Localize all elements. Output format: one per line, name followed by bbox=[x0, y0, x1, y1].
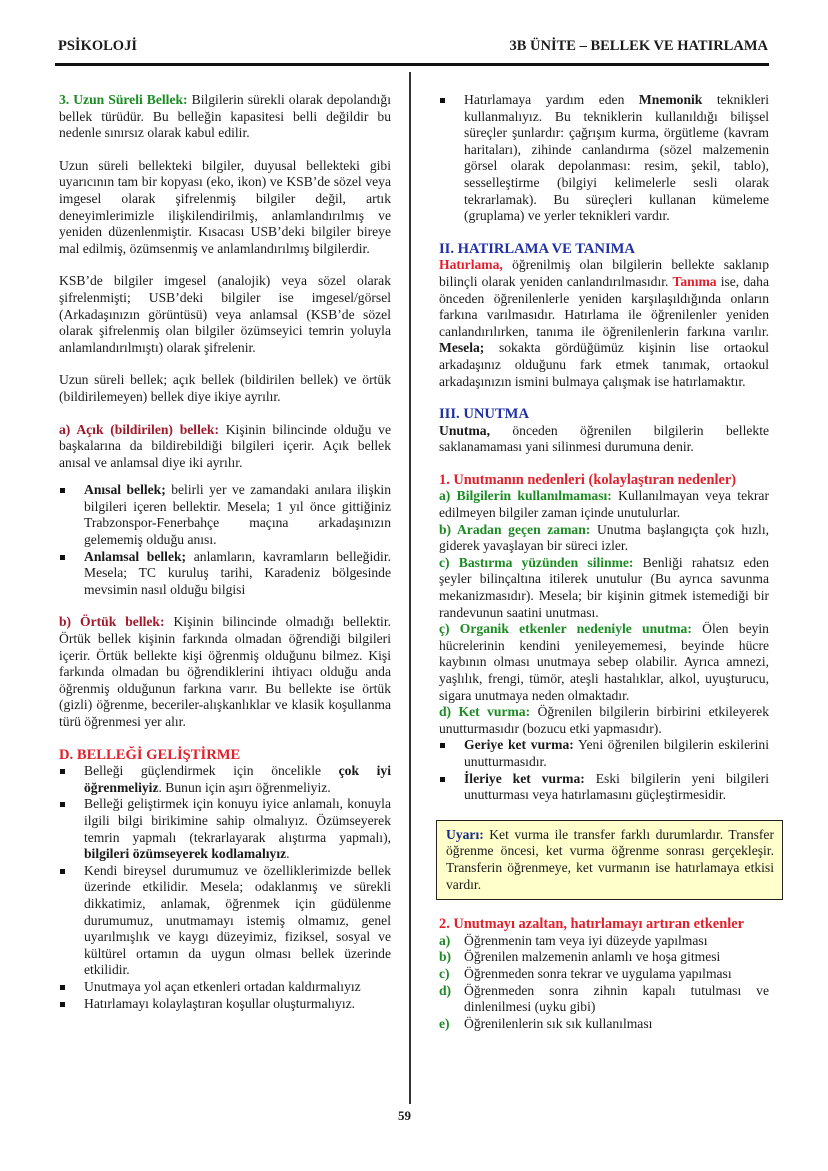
warning-box bbox=[436, 820, 783, 900]
cause-text: Ölen beyin hücrelerinin kendini yenileyememesi, beyinde hücre kaybının olması unutmaya sebep olabilir. Ayrıca amnezi, yaşlılık, frengi, tümör, ateşli hastalıklar, alkol, uyuşturucu, sigara unutmaya neden olmaktadır. bbox=[439, 621, 769, 703]
item-text: Hatırlamaya yardım eden bbox=[464, 92, 639, 107]
cause-text: Benliği rahatsız eden şeyler bilinçaltına itilerek unutulur (Bu ayrıca savunma mekanizmasıdır). Mesela; bir kişinin gitmek istemediği bir randevunun saatini unutması. bbox=[439, 554, 769, 620]
list-item bbox=[439, 771, 769, 804]
section-d-title: D. BELLEĞİ GELİŞTİRME bbox=[59, 746, 241, 763]
list-marker: e) bbox=[439, 1015, 450, 1031]
cause-text: Kullanılmayan veya tekrar edilmeyen bilgiler zaman içinde unutulurlar. bbox=[439, 488, 769, 521]
paragraph-text: öğrenilmiş olan bilgilerin bellekte saklanıp bilinçli olarak yeniden canlandırılmasıdır. bbox=[439, 257, 769, 289]
list-item bbox=[59, 763, 391, 796]
list-item bbox=[439, 92, 769, 225]
mnemonic-list bbox=[439, 92, 769, 225]
item-text: Öğrenilen malzemenin anlamlı ve hoşa gitmesi bbox=[464, 949, 721, 965]
list-item bbox=[439, 983, 769, 1016]
cause-heading: c) Bastırma yüzünden silinme: bbox=[439, 554, 634, 570]
paragraph-text: önceden öğrenilen bilgilerin bellekte saklanamaması yani silinmesi durumuna denir. bbox=[439, 422, 769, 455]
item-text: Kendi bireysel durumumuz ve özelliklerimizde bellek üzerinde etkilidir. Mesela; odaklanmış ve sürekli dikkatimiz, anlamak, öğrenmek için güdülenme durumumuz, unutmamayı istemiş olmamız, genel uyarılmışlık ve kaygı düzeyimiz, fiziksel, sosyal ve kültürel ortamın da uygun olması bellek üzerinde etkilidir. bbox=[84, 862, 391, 978]
warning-text-block bbox=[446, 827, 774, 893]
page-number: 59 bbox=[398, 1108, 411, 1123]
forgetting-term: Unutma, bbox=[439, 422, 490, 438]
cause-text: Unutma başlangıçta çok hızlı, giderek yavaşlayan bir süreci izler. bbox=[439, 521, 769, 554]
item-heading: Anısal bellek; bbox=[84, 482, 166, 498]
list-marker: b) bbox=[439, 949, 452, 965]
list-item bbox=[439, 966, 769, 983]
item-text: Belleği güçlendirmek için öncelikle bbox=[84, 763, 339, 779]
item-text: Unutmaya yol açan etkenleri ortadan kaldırmalıyız bbox=[84, 978, 361, 994]
recognition-term: Tanıma bbox=[672, 273, 717, 289]
list-item bbox=[59, 979, 391, 996]
section-d-list bbox=[59, 763, 391, 1012]
list-marker: c) bbox=[439, 965, 450, 981]
warning-text: Ket vurma ile transfer farklı durumlardır. Transfer öğrenme öncesi, ket vurma öğrenme sonrası gerçekleşir. Transferin öğrenmeye, ket vurmanın ise hatırlamaya etkisi vardır. bbox=[446, 826, 774, 892]
item-heading: Geriye ket vurma: bbox=[464, 737, 574, 753]
item-text: anlamların, kavramların belleğidir. Mesela; TC kuruluş tarihi, Karadeniz bölgesinde mevsimin nasıl olduğu bilgisi bbox=[84, 548, 391, 597]
warning-label: Uyarı: bbox=[446, 826, 484, 842]
header-rule bbox=[55, 63, 769, 66]
item-bold: çok iyi öğrenmeliyiz bbox=[84, 763, 391, 795]
implicit-memory-paragraph bbox=[59, 614, 391, 730]
paragraph-text: Bilgilerin sürekli olarak depolandığı bellek türüdür. Bu belleğin kapasitesi belli değildir bu nedenle sınırsız olarak kabul edilir. bbox=[59, 92, 391, 141]
right-column bbox=[439, 92, 774, 1032]
paragraph-text: Kişinin bilincinde olmadığı bellektir. Örtük bellek kişinin farkında olmadan öğrendiği bilgileri içerir. Örtük bellekte kişi öğrenmiş olduğunu bilmez. Kişi farkında olmadan bu öğrendiklerini ihtiyacı olduğu anda öğrenmiş olduğunun farkına varır. Bu bellekte ise örtük (gizli) öğrenme, beceriler-alışkanlıklar ve klasik koşullanma türü öğrenmesi yer alır. bbox=[59, 614, 391, 729]
implicit-memory-heading: b) Örtük bellek: bbox=[59, 614, 165, 630]
list-item bbox=[59, 863, 391, 979]
page-header bbox=[58, 38, 768, 60]
paragraph-text: sokakta gördüğümüz kişinin lise ortaokul arkadaşınız olduğunu fark etmek tanımak, ortaokul arkadaşınızın ismini bulmaya çalışmak ise hatırlamaktır. bbox=[439, 340, 769, 389]
header-unit-title: 3B ÜNİTE – BELLEK VE HATIRLAMA bbox=[509, 38, 768, 54]
list-item bbox=[439, 737, 769, 770]
item-bold: bilgileri özümseyerek kodlamalıyız bbox=[84, 846, 287, 862]
forgetting-definition bbox=[439, 423, 769, 456]
header-subject: PSİKOLOJİ bbox=[58, 38, 137, 54]
item-heading: Anlamsal bellek; bbox=[84, 548, 187, 564]
recall-recognition-paragraph bbox=[439, 257, 769, 390]
item-text: Öğrenmenin tam veya iyi düzeyde yapılması bbox=[464, 932, 708, 948]
item-text: Hatırlamayı kolaylaştıran koşullar oluşturmalıyız. bbox=[84, 995, 356, 1011]
reducers-title: 2. Unutmayı azaltan, hatırlamayı artıran etkenler bbox=[439, 916, 744, 933]
cause-heading: a) Bilgilerin kullanılmaması: bbox=[439, 488, 612, 504]
item-text: belirli yer ve zamandaki anılara ilişkin bilgileri içeren bellektir. Mesela; 1 yıl önce gittiğiniz Trabzonspor-Fenerbahçe maçına arkadaşınızın gelememiş olduğu anısı. bbox=[84, 482, 391, 548]
item-text: Öğrenilenlerin sık sık kullanılması bbox=[464, 1015, 653, 1031]
item-text: Öğrenmeden sonra zihnin kapalı tutulması ve dinlenilmesi (uyku gibi) bbox=[464, 982, 769, 1015]
cause-item bbox=[439, 621, 769, 704]
paragraph: Uzun süreli bellekteki bilgiler, duyusal bellekteki gibi uyarıcının tam bir kopyası (eko, ikon) ve KSB’de sözel veya imgesel olarak şifrelenmiş bilgiler değil, artık deneyimlerimizle ilişkilendirilmiş, anlamlandırılmış ve yeniden düzenlenmiştir. Kısacası USB’deki bilgiler bireye mal edilmiş, özümsenmiş ve anlamlandırılmış bilgilerdir. bbox=[59, 157, 391, 256]
item-text: Yeni öğrenilen bilgilerin eskilerini unutturmasıdır. bbox=[464, 737, 769, 769]
paragraph-text: ise, daha önceden öğrenilenlerle yeniden karşılaşıldığında onların farkına varılmasıdır. Hatırlama ile öğrenilenler yeniden canlandırılırken, tanıma ile öğrenilenlerin farkına varılır. bbox=[439, 273, 769, 339]
list-item bbox=[439, 933, 769, 950]
list-item bbox=[59, 549, 391, 599]
cause-heading: ç) Organik etkenler nedeniyle unutma: bbox=[439, 621, 692, 637]
item-text: . Bunun için aşırı öğrenmeliyiz. bbox=[158, 779, 331, 795]
explicit-memory-paragraph bbox=[59, 422, 391, 472]
list-item bbox=[59, 796, 391, 862]
section-iii-title: III. UNUTMA bbox=[439, 406, 529, 423]
list-item bbox=[59, 482, 391, 548]
example-label: Mesela; bbox=[439, 340, 485, 356]
column-divider bbox=[409, 72, 411, 1104]
explicit-memory-heading: a) Açık (bildirilen) bellek: bbox=[59, 421, 219, 437]
cause-item bbox=[439, 555, 769, 621]
list-marker: a) bbox=[439, 932, 451, 948]
forgetting-causes-title: 1. Unutmanın nedenleri (kolaylaştıran nedenler) bbox=[439, 471, 737, 488]
item-text: . bbox=[286, 846, 290, 862]
long-term-memory-heading: 3. Uzun Süreli Bellek: bbox=[59, 92, 188, 107]
left-column bbox=[59, 92, 391, 1012]
list-marker: d) bbox=[439, 982, 452, 998]
item-heading: İleriye ket vurma: bbox=[464, 770, 585, 786]
item-text: Öğrenmeden sonra tekrar ve uygulama yapılması bbox=[464, 965, 732, 981]
section-ii-title: II. HATIRLAMA VE TANIMA bbox=[439, 240, 635, 257]
list-item bbox=[59, 996, 391, 1013]
item-bold: Mnemonik bbox=[638, 92, 703, 107]
item-text: Belleği geliştirmek için konuyu iyice anlamalı, konuyla ilgili bilgi birikimine sahip olmalıyız. Özümseyerek temrin yapmalı (tekrarlayarak alıştırma yapmalı), bbox=[84, 796, 391, 845]
recall-term: Hatırlama, bbox=[439, 257, 503, 273]
interference-list bbox=[439, 737, 769, 803]
cause-heading: d) Ket vurma: bbox=[439, 704, 531, 720]
paragraph-text: Kişinin bilincinde olduğu ve başkalarına da bildirebildiği bilgileri içerir. Açık bellek anısal ve anlamsal diye iki ayrılır. bbox=[59, 421, 391, 470]
explicit-memory-list bbox=[59, 482, 391, 598]
cause-heading: b) Aradan geçen zaman: bbox=[439, 521, 591, 537]
list-item bbox=[439, 949, 769, 966]
item-text: Eski bilgilerin yeni bilgileri unutturması veya hatırlamasını güçleştirmesidir. bbox=[464, 770, 769, 803]
reducers-list bbox=[439, 933, 769, 1033]
cause-item bbox=[439, 704, 769, 737]
cause-item bbox=[439, 522, 769, 555]
paragraph: Uzun süreli bellek; açık bellek (bildirilen bellek) ve örtük (bildirilemeyen) bellek diye ikiye ayrılır. bbox=[59, 372, 391, 404]
cause-item bbox=[439, 488, 769, 521]
cause-text: Öğrenilen bilgilerin birbirini etkileyerek unutturmasıdır (bozucu etki yapmasıdır). bbox=[439, 704, 770, 736]
paragraph: KSB’de bilgiler imgesel (analojik) veya sözel olarak şifrelenmişti; USB’deki bilgiler ise imgesel/görsel (Arkadaşınızın görüntüsü) veya anlamsal (KSB’de sözel olarak şifrelenmiş olan bilgiler özümseyici temrin yoluyla anlamlandırılmıştı) olarak şifrelenir. bbox=[59, 273, 391, 355]
item-text: teknikleri kullanmalıyız. Bu tekniklerin kullanıldığı bilişsel süreçler şunlardır: çağrışım kurma, örgütleme (kavram haritaları), zihinde canlandırma (sözel malzemenin görsel olarak depolanması: resim, şekil, tablo), sesselleştirme (bilgiyi kelimelerle sesli olarak tekrarlamak). Bu süreçleri kullanan kümeleme (gruplama) ve yerler teknikleri vardır. bbox=[464, 92, 769, 224]
list-item bbox=[439, 1016, 769, 1033]
long-term-memory-paragraph bbox=[59, 92, 391, 142]
